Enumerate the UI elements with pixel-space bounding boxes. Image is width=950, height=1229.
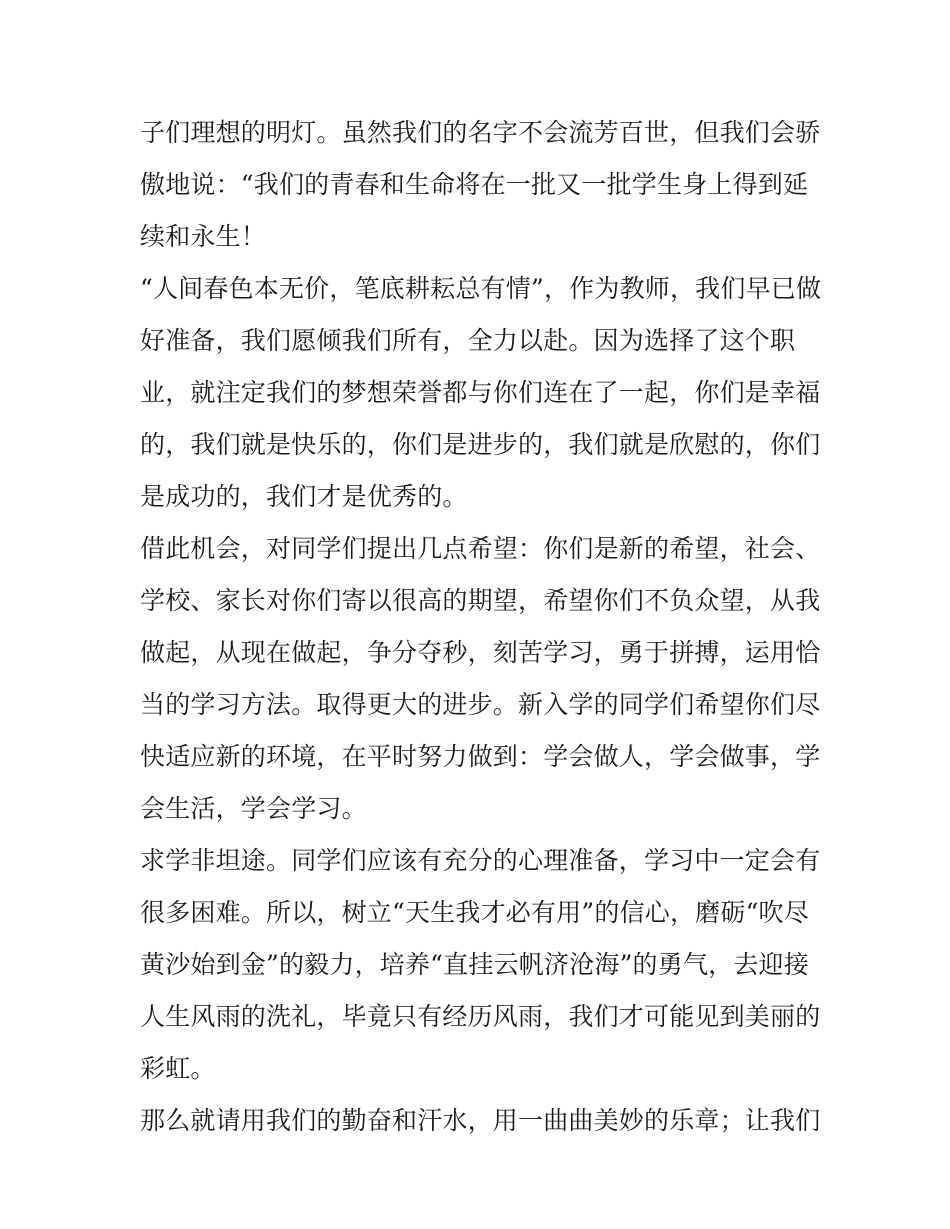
text-line: 求学非坦途。同学们应该有充分的心理准备，学习中一定会有 (140, 846, 821, 875)
text-line: 的，我们就是快乐的，你们是进步的，我们就是欣慰的，你们 (140, 430, 821, 459)
text-line: 学校、家长对你们寄以很高的期望，希望你们不负众望，从我 (140, 586, 821, 615)
text-line: 快适应新的环境，在平时努力做到：学会做人，学会做事，学 (140, 742, 821, 771)
text-line: 彩虹。 (140, 1054, 216, 1083)
document-text (140, 107, 820, 1147)
text-line: 人生风雨的洗礼，毕竟只有经历风雨，我们才可能见到美丽的 (140, 1002, 821, 1031)
text-line: 业，就注定我们的梦想荣誉都与你们连在了一起，你们是幸福 (140, 378, 821, 407)
text-line: 做起，从现在做起，争分夺秒，刻苦学习，勇于拼搏，运用恰 (140, 638, 821, 667)
text-line: 续和永生！ (140, 222, 267, 251)
text-line: 好准备，我们愿倾我们所有，全力以赴。因为选择了这个职 (140, 326, 796, 355)
text-line: 是成功的，我们才是优秀的。 (140, 482, 468, 511)
text-line: 傲地说：“我们的青春和生命将在一批又一批学生身上得到延 (140, 170, 809, 199)
text-line: 当的学习方法。取得更大的进步。新入学的同学们希望你们尽 (140, 690, 821, 719)
text-line: 借此机会，对同学们提出几点希望：你们是新的希望，社会、 (140, 534, 821, 563)
text-line: 很多困难。所以，树立“天生我才必有用”的信心，磨砺“吹尽 (140, 898, 809, 927)
text-line: 黄沙始到金”的毅力，培养“直挂云帆济沧海”的勇气，去迎接 (140, 950, 809, 979)
text-line: 会生活，学会学习。 (140, 794, 367, 823)
text-line: 子们理想的明灯。虽然我们的名字不会流芳百世，但我们会骄 (140, 118, 821, 147)
text-line: 那么就请用我们的勤奋和汗水，用一曲曲美妙的乐章；让我们 (140, 1106, 821, 1135)
text-line: “人间春色本无价，笔底耕耘总有情”，作为教师，我们早已做 (140, 274, 822, 303)
